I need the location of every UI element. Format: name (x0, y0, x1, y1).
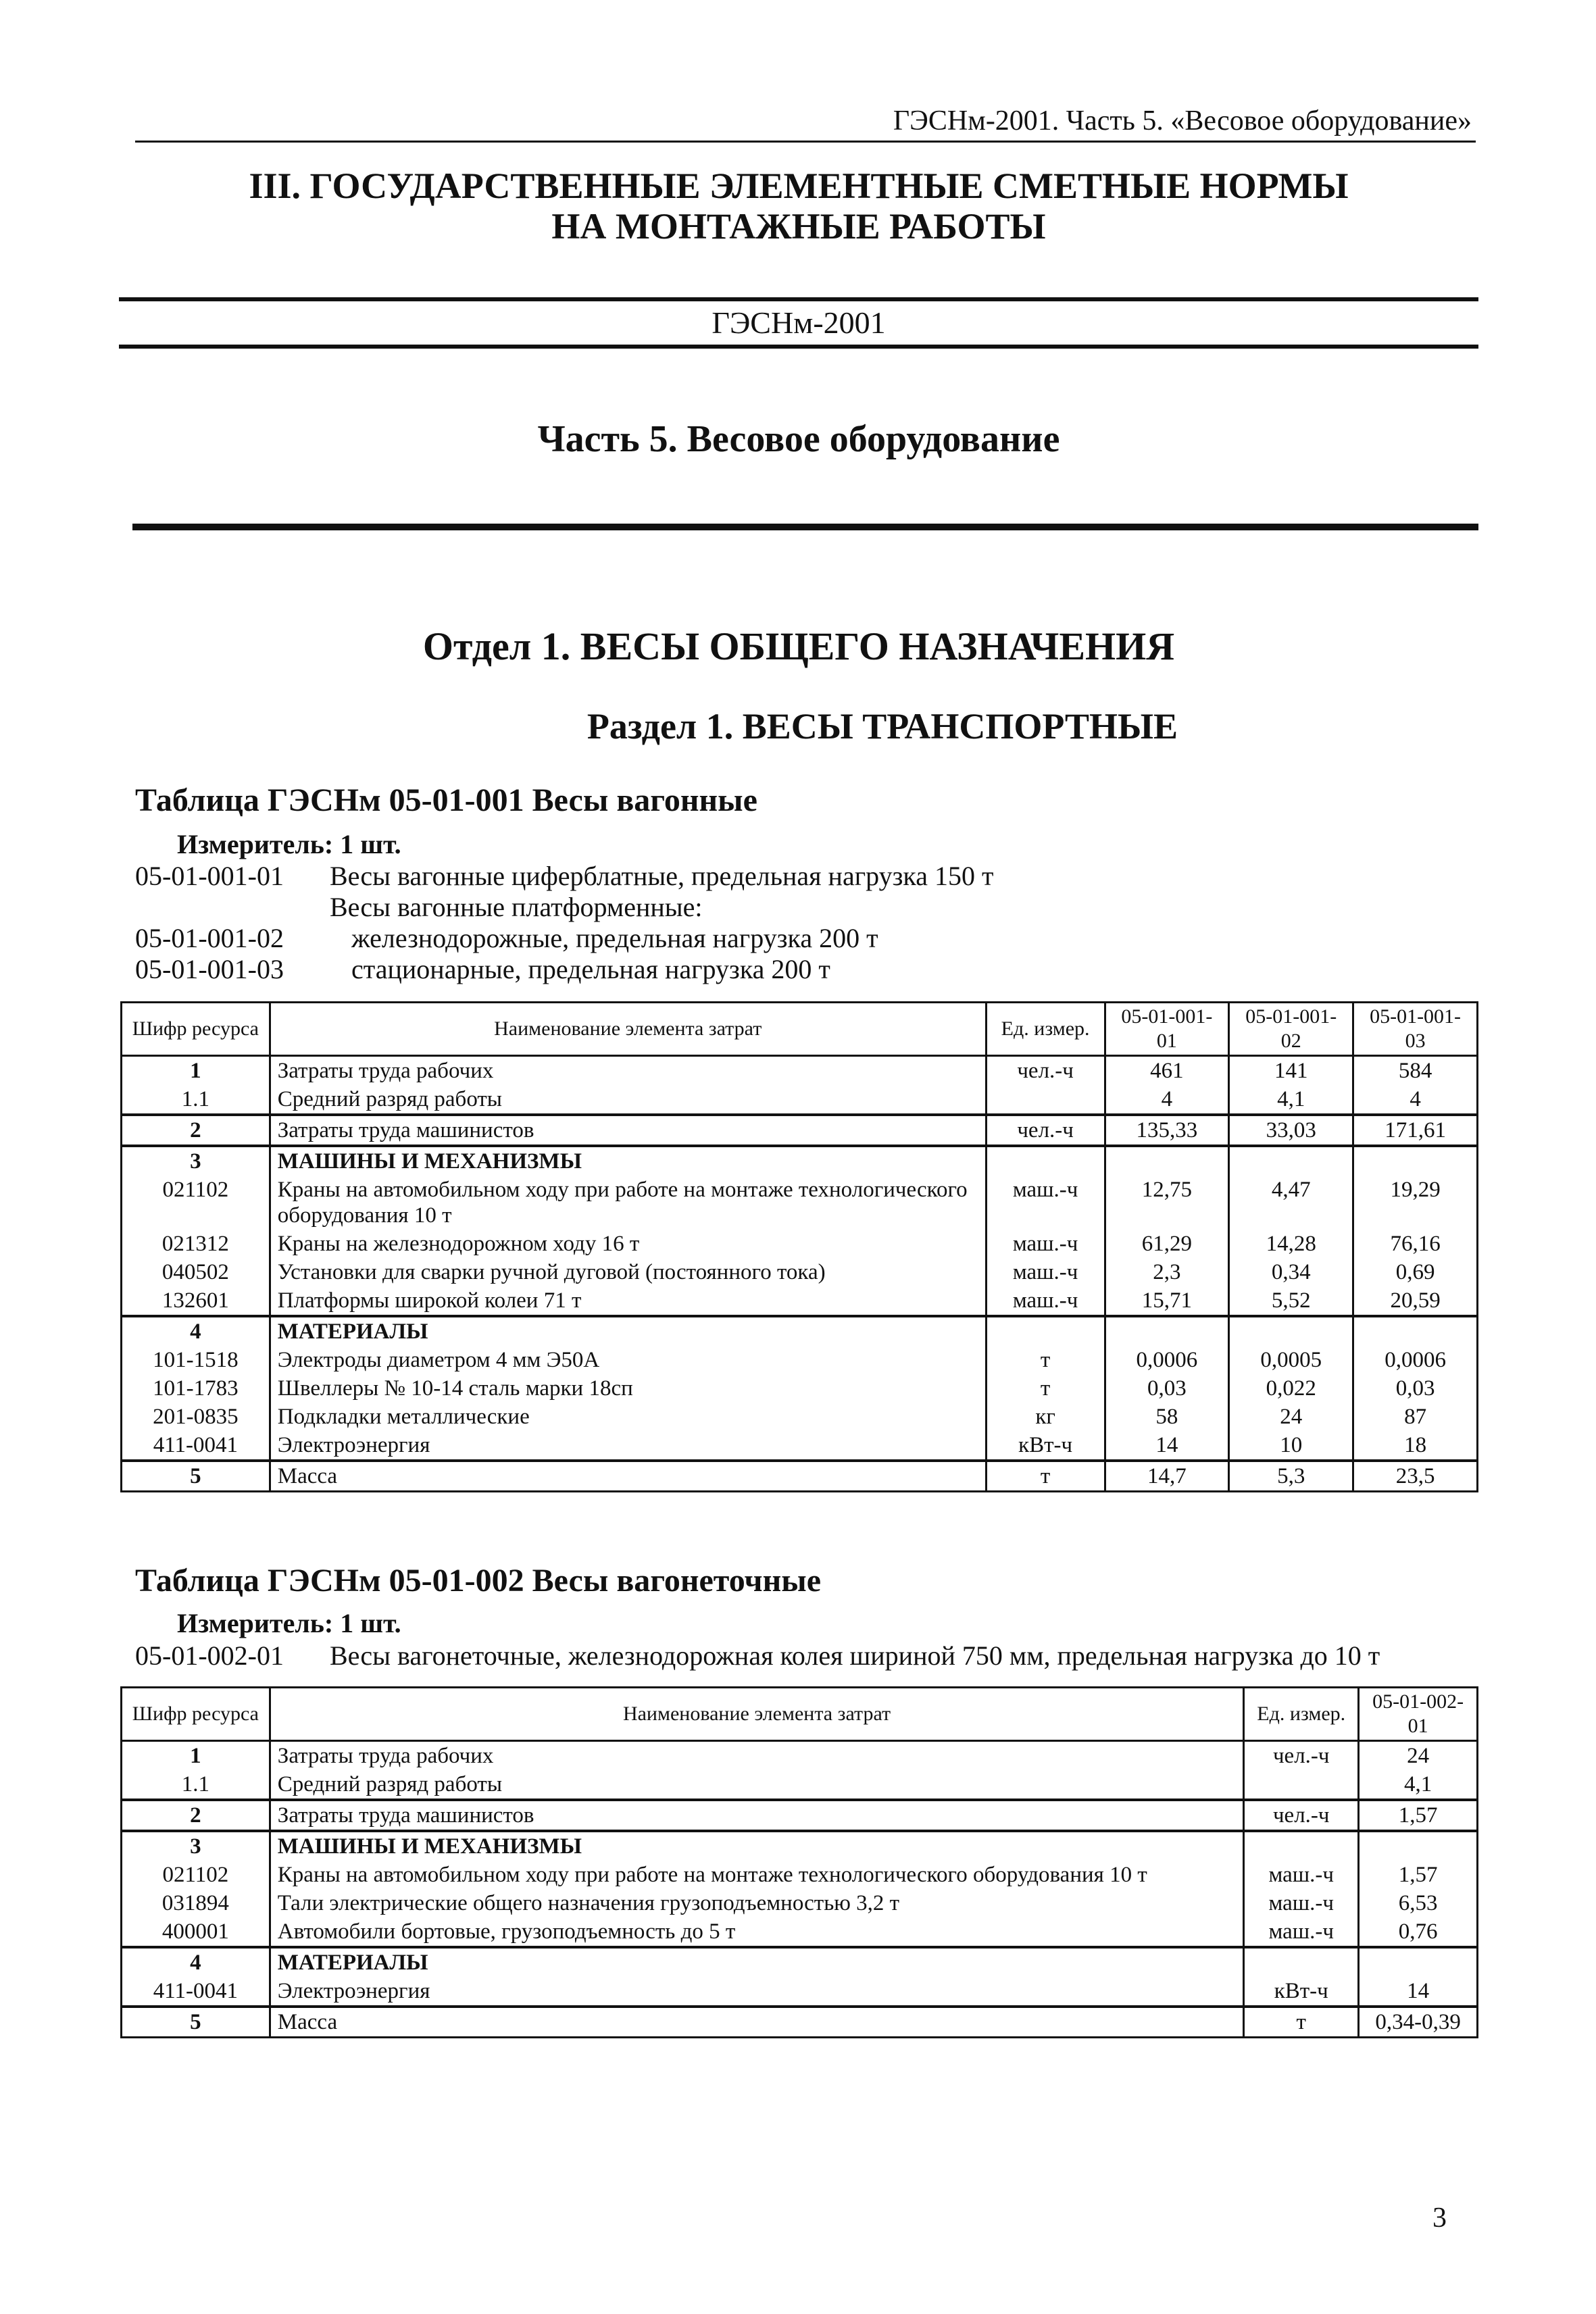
table-cell-name: МАТЕРИАЛЫ (270, 1947, 1244, 1977)
table-cell-value: 0,34 (1229, 1258, 1353, 1286)
table1-norm-code: 05-01-001-03 (135, 954, 284, 984)
table-cell-name: Швеллеры № 10-14 сталь марки 18сп (270, 1374, 986, 1403)
table-cell-unit: маш.-ч (986, 1230, 1105, 1258)
table1-header-name: Наименование элемента затрат (270, 1003, 986, 1056)
table-cell-value: 76,16 (1353, 1230, 1478, 1258)
table-cell-value: 14,28 (1229, 1230, 1353, 1258)
table-cell-value: 33,03 (1229, 1115, 1353, 1146)
table-cell-value: 0,0005 (1229, 1346, 1353, 1374)
table-cell-code: 400001 (122, 1917, 270, 1947)
table-cell-name: Затраты труда машинистов (270, 1115, 986, 1146)
table-row (122, 1741, 1478, 1771)
table-cell-value: 1,57 (1359, 1861, 1478, 1889)
table-row (122, 1286, 1478, 1316)
table-row (122, 1346, 1478, 1374)
table-cell-value (1229, 1316, 1353, 1346)
collection-rule-bottom (119, 345, 1478, 349)
table-cell-code: 5 (122, 2007, 270, 2038)
main-title-line1: III. ГОСУДАРСТВЕННЫЕ ЭЛЕМЕНТНЫЕ СМЕТНЫЕ НОРМЫ (249, 166, 1349, 206)
table-cell-code: 021102 (122, 1176, 270, 1230)
table1-header-col3: 05-01-001-03 (1353, 1003, 1478, 1056)
table-cell-code: 201-0835 (122, 1403, 270, 1431)
table-row (122, 1461, 1478, 1492)
table-cell-name: МАШИНЫ И МЕХАНИЗМЫ (270, 1831, 1244, 1861)
part-title: Часть 5. Весовое оборудование (537, 418, 1060, 460)
table-cell-value (1353, 1316, 1478, 1346)
table-row (122, 1230, 1478, 1258)
table-cell-value: 5,3 (1229, 1461, 1353, 1492)
table-cell-unit: кВт-ч (986, 1431, 1105, 1461)
table-cell-value (1353, 1146, 1478, 1176)
table-row (122, 1861, 1478, 1889)
table-row (122, 1800, 1478, 1831)
collection-rule-top (119, 297, 1478, 301)
table1-norm-text: стационарные, предельная нагрузка 200 т (351, 954, 830, 984)
table-cell-unit: маш.-ч (986, 1258, 1105, 1286)
table-cell-code: 021102 (122, 1861, 270, 1889)
table-cell-value: 171,61 (1353, 1115, 1478, 1146)
table-cell-name: Платформы широкой колеи 71 т (270, 1286, 986, 1316)
table-cell-value (1359, 1831, 1478, 1861)
table-cell-unit: кг (986, 1403, 1105, 1431)
table-cell-name: Установки для сварки ручной дуговой (постоянного тока) (270, 1258, 986, 1286)
table-cell-value: 141 (1229, 1056, 1353, 1086)
table-cell-code: 3 (122, 1831, 270, 1861)
table-cell-unit: маш.-ч (1244, 1917, 1359, 1947)
table-cell-unit: чел.-ч (1244, 1800, 1359, 1831)
table-cell-value: 23,5 (1353, 1461, 1478, 1492)
table-cell-value (1359, 1947, 1478, 1977)
table-cell-value: 0,34-0,39 (1359, 2007, 1478, 2038)
table2-norm-code: 05-01-002-01 (135, 1640, 284, 1671)
table-cell-code: 2 (122, 1800, 270, 1831)
table-cell-value: 584 (1353, 1056, 1478, 1086)
table-cell-value (1229, 1146, 1353, 1176)
table-cell-unit: т (986, 1374, 1105, 1403)
table1-norm-text: Весы вагонные циферблатные, предельная нагрузка 150 т (330, 861, 994, 891)
table-cell-value: 1,57 (1359, 1800, 1478, 1831)
table-cell-name: Электроды диаметром 4 мм Э50А (270, 1346, 986, 1374)
table-cell-unit (1244, 1770, 1359, 1800)
table-cell-unit: чел.-ч (1244, 1741, 1359, 1771)
table-row (122, 2007, 1478, 2038)
table2-header-code: Шифр ресурса (122, 1688, 270, 1741)
table-cell-name: МАТЕРИАЛЫ (270, 1316, 986, 1346)
table-row (122, 1977, 1478, 2007)
table2-header-row (122, 1688, 1478, 1741)
table-row (122, 1176, 1478, 1230)
table-row (122, 1947, 1478, 1977)
table-cell-value: 19,29 (1353, 1176, 1478, 1230)
table-cell-name: Затраты труда рабочих (270, 1056, 986, 1086)
table-cell-unit: т (1244, 2007, 1359, 2038)
table-cell-unit: маш.-ч (1244, 1861, 1359, 1889)
table-cell-value: 5,52 (1229, 1286, 1353, 1316)
table1-header-col1: 05-01-001-01 (1105, 1003, 1229, 1056)
table-cell-value: 20,59 (1353, 1286, 1478, 1316)
table-cell-code: 040502 (122, 1258, 270, 1286)
table-cell-code: 4 (122, 1316, 270, 1346)
table-cell-value: 61,29 (1105, 1230, 1229, 1258)
table2-title: Таблица ГЭСНм 05-01-002 Весы вагонеточные (135, 1563, 822, 1599)
main-title-line2: НА МОНТАЖНЫЕ РАБОТЫ (551, 206, 1046, 247)
table-cell-value: 10 (1229, 1431, 1353, 1461)
table-cell-name: Затраты труда машинистов (270, 1800, 1244, 1831)
table-cell-code: 101-1783 (122, 1374, 270, 1403)
page-number: 3 (1432, 2203, 1447, 2234)
table-cell-unit (1244, 1831, 1359, 1861)
table-cell-name: Тали электрические общего назначения грузоподъемностью 3,2 т (270, 1889, 1244, 1917)
table2 (120, 1686, 1478, 2038)
table-cell-value: 4,47 (1229, 1176, 1353, 1230)
table-cell-value: 2,3 (1105, 1258, 1229, 1286)
table1 (120, 1001, 1478, 1492)
table-cell-value: 0,69 (1353, 1258, 1478, 1286)
table1-header-code: Шифр ресурса (122, 1003, 270, 1056)
table-row (122, 1085, 1478, 1115)
table2-meter: Измеритель: 1 шт. (177, 1608, 401, 1638)
table-cell-unit (1244, 1947, 1359, 1977)
table-cell-value: 4,1 (1229, 1085, 1353, 1115)
table-cell-value (1105, 1146, 1229, 1176)
table1-header-unit: Ед. измер. (986, 1003, 1105, 1056)
department-title: Отдел 1. ВЕСЫ ОБЩЕГО НАЗНАЧЕНИЯ (422, 624, 1175, 668)
table-cell-name: Краны на автомобильном ходу при работе на монтаже технологического оборудования 10 т (270, 1176, 986, 1230)
table-cell-name: МАШИНЫ И МЕХАНИЗМЫ (270, 1146, 986, 1176)
table-row (122, 1115, 1478, 1146)
table1-header-col2: 05-01-001-02 (1229, 1003, 1353, 1056)
table-cell-name: Масса (270, 2007, 1244, 2038)
table-cell-unit (986, 1085, 1105, 1115)
table-row (122, 1316, 1478, 1346)
table-cell-name: Автомобили бортовые, грузоподъемность до 5 т (270, 1917, 1244, 1947)
table-cell-value: 87 (1353, 1403, 1478, 1431)
table2-header-name: Наименование элемента затрат (270, 1688, 1244, 1741)
table-cell-value: 24 (1229, 1403, 1353, 1431)
table-cell-code: 1 (122, 1056, 270, 1086)
table-row (122, 1431, 1478, 1461)
table-cell-code: 411-0041 (122, 1977, 270, 2007)
table-row (122, 1056, 1478, 1086)
table-cell-unit: маш.-ч (986, 1176, 1105, 1230)
running-head: ГЭСНм-2001. Часть 5. «Весовое оборудование» (893, 105, 1472, 136)
table-cell-unit: чел.-ч (986, 1115, 1105, 1146)
table-row (122, 1374, 1478, 1403)
table-cell-code: 031894 (122, 1889, 270, 1917)
table-cell-code: 1.1 (122, 1085, 270, 1115)
table2-header-col1: 05-01-002-01 (1359, 1688, 1478, 1741)
section-title: Раздел 1. ВЕСЫ ТРАНСПОРТНЫЕ (587, 706, 1178, 747)
table-row (122, 1146, 1478, 1176)
table-cell-unit: маш.-ч (1244, 1889, 1359, 1917)
table-cell-code: 2 (122, 1115, 270, 1146)
table-cell-name: Средний разряд работы (270, 1085, 986, 1115)
table-cell-value: 15,71 (1105, 1286, 1229, 1316)
table2-header-unit: Ед. измер. (1244, 1688, 1359, 1741)
table-cell-code: 021312 (122, 1230, 270, 1258)
table1-norm-code: 05-01-001-02 (135, 923, 284, 953)
table-cell-unit: кВт-ч (1244, 1977, 1359, 2007)
table-cell-value: 6,53 (1359, 1889, 1478, 1917)
table-cell-value: 18 (1353, 1431, 1478, 1461)
table-cell-value: 0,0006 (1105, 1346, 1229, 1374)
table-cell-unit (986, 1146, 1105, 1176)
table1-norm-text: железнодорожные, предельная нагрузка 200 т (351, 923, 878, 953)
table-cell-code: 5 (122, 1461, 270, 1492)
table-cell-value: 14 (1359, 1977, 1478, 2007)
table-cell-code: 3 (122, 1146, 270, 1176)
table-row (122, 1917, 1478, 1947)
table-cell-value: 4 (1105, 1085, 1229, 1115)
table-row (122, 1770, 1478, 1800)
table-row (122, 1831, 1478, 1861)
table-cell-unit (986, 1316, 1105, 1346)
table-cell-code: 101-1518 (122, 1346, 270, 1374)
table-row (122, 1258, 1478, 1286)
table-cell-value: 14,7 (1105, 1461, 1229, 1492)
table-cell-code: 4 (122, 1947, 270, 1977)
table-cell-value: 24 (1359, 1741, 1478, 1771)
collection-code: ГЭСНм-2001 (712, 305, 886, 340)
table-cell-unit: чел.-ч (986, 1056, 1105, 1086)
table-cell-value: 14 (1105, 1431, 1229, 1461)
table-cell-value: 0,0006 (1353, 1346, 1478, 1374)
table-cell-code: 411-0041 (122, 1431, 270, 1461)
header-rule (135, 141, 1476, 143)
part-rule (132, 524, 1478, 530)
table-row (122, 1403, 1478, 1431)
table-cell-value: 461 (1105, 1056, 1229, 1086)
table-cell-name: Краны на железнодорожном ходу 16 т (270, 1230, 986, 1258)
table-cell-name: Подкладки металлические (270, 1403, 986, 1431)
table-cell-value: 0,03 (1105, 1374, 1229, 1403)
table-cell-value: 58 (1105, 1403, 1229, 1431)
table-cell-unit: т (986, 1346, 1105, 1374)
table-row (122, 1889, 1478, 1917)
table-cell-value: 135,33 (1105, 1115, 1229, 1146)
table2-norm-text: Весы вагонеточные, железнодорожная колея шириной 750 мм, предельная нагрузка до 10 т (330, 1640, 1380, 1671)
table1-meter: Измеритель: 1 шт. (177, 829, 401, 859)
table1-title: Таблица ГЭСНм 05-01-001 Весы вагонные (135, 782, 757, 818)
table-cell-name: Затраты труда рабочих (270, 1741, 1244, 1771)
table-cell-name: Масса (270, 1461, 986, 1492)
table-cell-name: Краны на автомобильном ходу при работе на монтаже технологического оборудования 10 т (270, 1861, 1244, 1889)
table-cell-unit: маш.-ч (986, 1286, 1105, 1316)
table1-header-row (122, 1003, 1478, 1056)
table-cell-name: Электроэнергия (270, 1431, 986, 1461)
table-cell-code: 1.1 (122, 1770, 270, 1800)
table-cell-value: 4 (1353, 1085, 1478, 1115)
table-cell-value (1105, 1316, 1229, 1346)
table-cell-value: 12,75 (1105, 1176, 1229, 1230)
table1-norm-code: 05-01-001-01 (135, 861, 284, 891)
table-cell-name: Электроэнергия (270, 1977, 1244, 2007)
table-cell-name: Средний разряд работы (270, 1770, 1244, 1800)
table1-norm-text: Весы вагонные платформенные: (330, 892, 703, 922)
table-cell-value: 4,1 (1359, 1770, 1478, 1800)
table-cell-value: 0,76 (1359, 1917, 1478, 1947)
table-cell-value: 0,03 (1353, 1374, 1478, 1403)
table-cell-value: 0,022 (1229, 1374, 1353, 1403)
table-cell-unit: т (986, 1461, 1105, 1492)
table-cell-code: 1 (122, 1741, 270, 1771)
table-cell-code: 132601 (122, 1286, 270, 1316)
